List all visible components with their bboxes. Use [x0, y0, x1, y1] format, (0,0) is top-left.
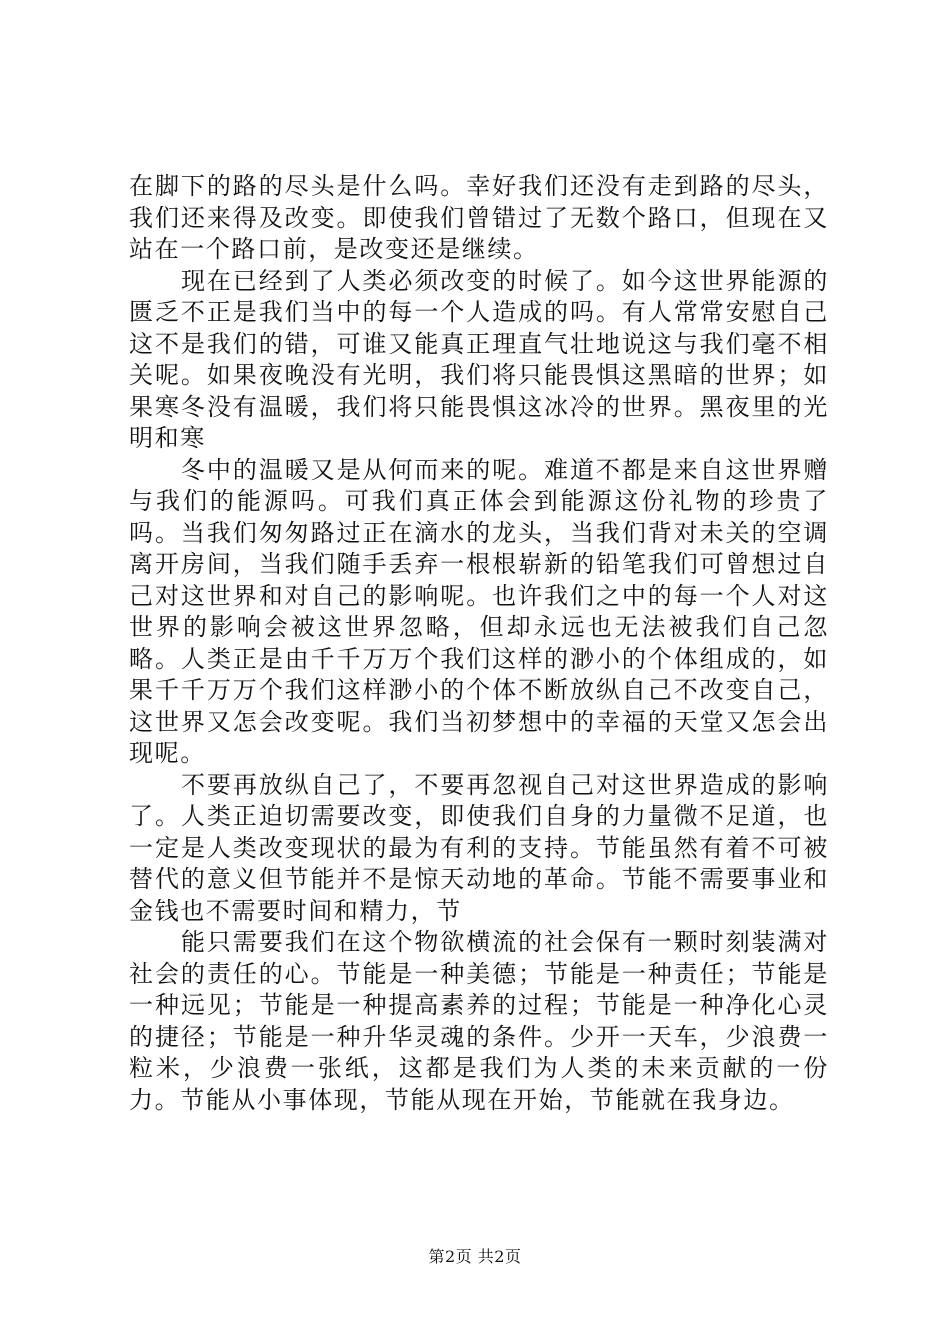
paragraph-3: 冬中的温暖又是从何而来的呢。难道不都是来自这世界赠与我们的能源吗。可我们真正体会到能源这份礼物的珍贵了吗。当我们匆匆路过正在滴水的龙头，当我们背对未关的空调离开房间，当我们随手丢弃一根根崭新的铅笔我们可曾想过自己对这世界和对自己的影响呢。也许我们之中的每一个人对这世界的影响会被这世界忽略，但却永远也无法被我们自己忽略。人类正是由千千万万个我们这样的渺小的个体组成的，如果千千万万个我们这样渺小的个体不断放纵自己不改变自己，这世界又怎会改变呢。我们当初梦想中的幸福的天堂又怎会出现呢。 — [129, 455, 829, 767]
paragraph-4: 不要再放纵自己了，不要再忽视自己对这世界造成的影响了。人类正迫切需要改变，即使我们自身的力量微不足道，也一定是人类改变现状的最为有利的支持。节能虽然有着不可被替代的意义但节能并不是惊天动地的革命。节能不需要事业和金钱也不需要时间和精力，节 — [129, 770, 829, 925]
paragraph-2: 现在已经到了人类必须改变的时候了。如今这世界能源的匮乏不正是我们当中的每一个人造成的吗。有人常常安慰自己这不是我们的错，可谁又能真正理直气壮地说这与我们毫不相关呢。如果夜晚没有光明，我们将只能畏惧这黑暗的世界；如果寒冬没有温暖，我们将只能畏惧这冰冷的世界。黑夜里的光明和寒 — [129, 266, 829, 452]
paragraph-1: 在脚下的路的尽头是什么吗。幸好我们还没有走到路的尽头，我们还来得及改变。即使我们曾错过了无数个路口，但现在又站在一个路口前，是改变还是继续。 — [129, 172, 829, 263]
paragraph-5: 能只需要我们在这个物欲横流的社会保有一颗时刻装满对社会的责任的心。节能是一种美德；节能是一种责任；节能是一种远见；节能是一种提高素养的过程；节能是一种净化心灵的捷径；节能是一种升华灵魂的条件。少开一天车，少浪费一粒米，少浪费一张纸，这都是我们为人类的未来贡献的一份力。节能从小事体现，节能从现在开始，节能就在我身边。 — [129, 928, 829, 1114]
document-body — [129, 171, 829, 1116]
page-number-footer: 第2页 共2页 — [428, 1247, 522, 1266]
